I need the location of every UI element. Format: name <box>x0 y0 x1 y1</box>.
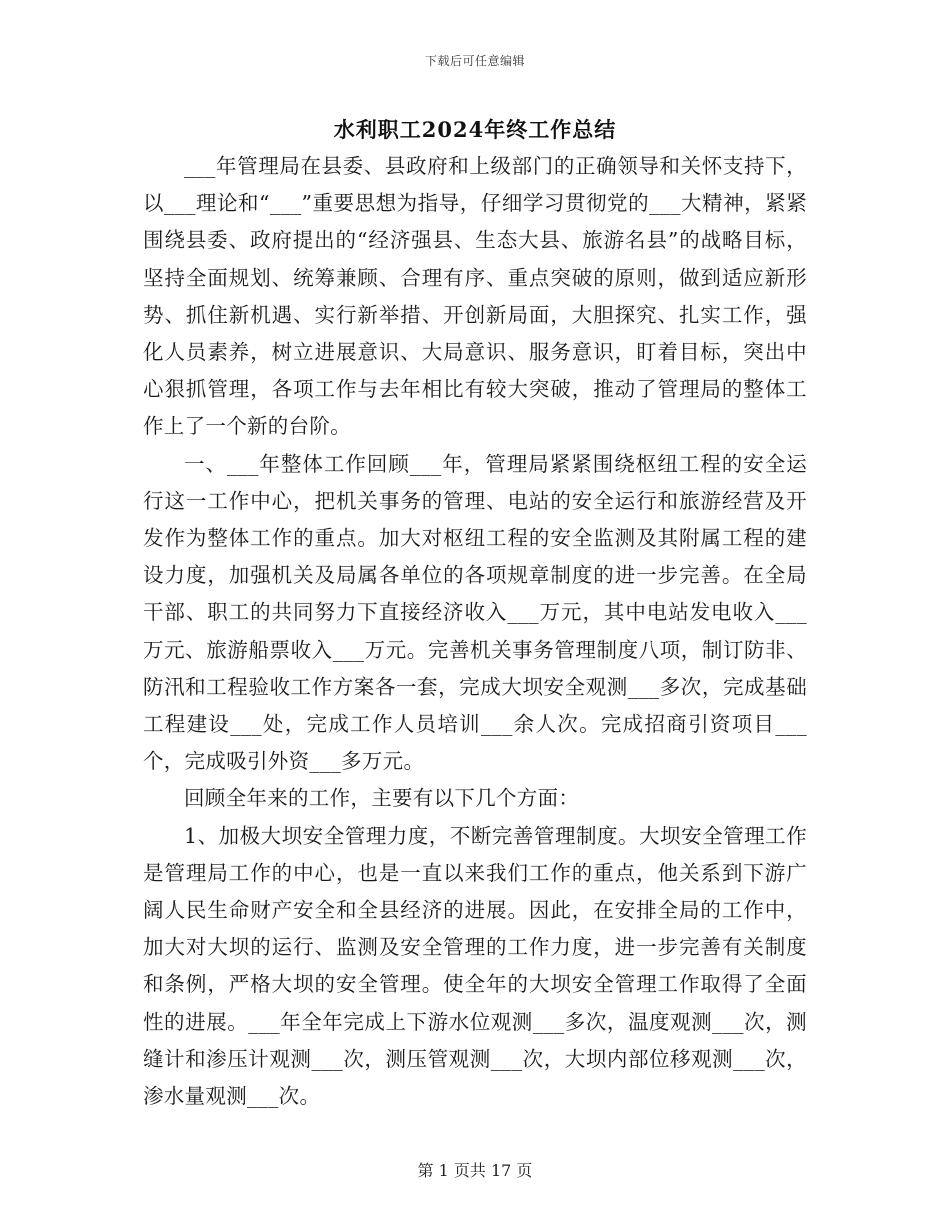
document-body <box>143 148 807 1115</box>
paragraph-intro: ___年管理局在县委、县政府和上级部门的正确领导和关怀支持下，以___理论和“___”重要思想为指导，仔细学习贯彻党的___大精神，紧紧围绕县委、政府提出的“经济强县、生态大县、旅游名县”的战略目标，坚持全面规划、统筹兼顾、合理有序、重点突破的原则，做到适应新形势、抓住新机遇、实行新举措、开创新局面，大胆探究、扎实工作，强化人员素养，树立进展意识、大局意识、服务意识，盯着目标，突出中心狠抓管理，各项工作与去年相比有较大突破，推动了管理局的整体工作上了一个新的台阶。 <box>143 154 807 439</box>
paragraph-aspects: 回顾全年来的工作，主要有以下几个方面： <box>184 786 580 811</box>
header-note: 下载后可任意编辑 <box>424 54 525 68</box>
paragraph-dam-safety: 1、加极大坝安全管理力度，不断完善管理制度。大坝安全管理工作是管理局工作的中心，也是一直以来我们工作的重点，他关系到下游广阔人民生命财产安全和全县经济的进展。因此，在安排全局的工作中，加大对大坝的运行、监测及安全管理的工作力度，进一步完善有关制度和条例，严格大坝的安全管理。使全年的大坝安全管理工作取得了全面性的进展。___年全年完成上下游水位观测___多次，温度观测___次，测缝计和渗压计观测___次，测压管观测___次，大坝内部位移观测___次，渗水量观测___次。 <box>143 823 807 1109</box>
document-title: 水利职工2024年终工作总结 <box>333 117 617 142</box>
page-number: 第 1 页共 17 页 <box>417 1161 533 1180</box>
paragraph-review: 一、___年整体工作回顾___年，管理局紧紧围绕枢纽工程的安全运行这一工作中心，把机关事务的管理、电站的安全运行和旅游经营及开发作为整体工作的重点。加大对枢纽工程的安全监测及其附属工程的建设力度，加强机关及局属各单位的各项规章制度的进一步完善。在全局干部、职工的共同努力下直接经济收入___万元，其中电站发电收入___万元、旅游船票收入___万元。完善机关事务管理制度八项，制订防非、防汛和工程验收工作方案各一套，完成大坝安全观测___多次，完成基础工程建设___处，完成工作人员培训___余人次。完成招商引资项目___个，完成吸引外资___多万元。 <box>143 451 807 774</box>
